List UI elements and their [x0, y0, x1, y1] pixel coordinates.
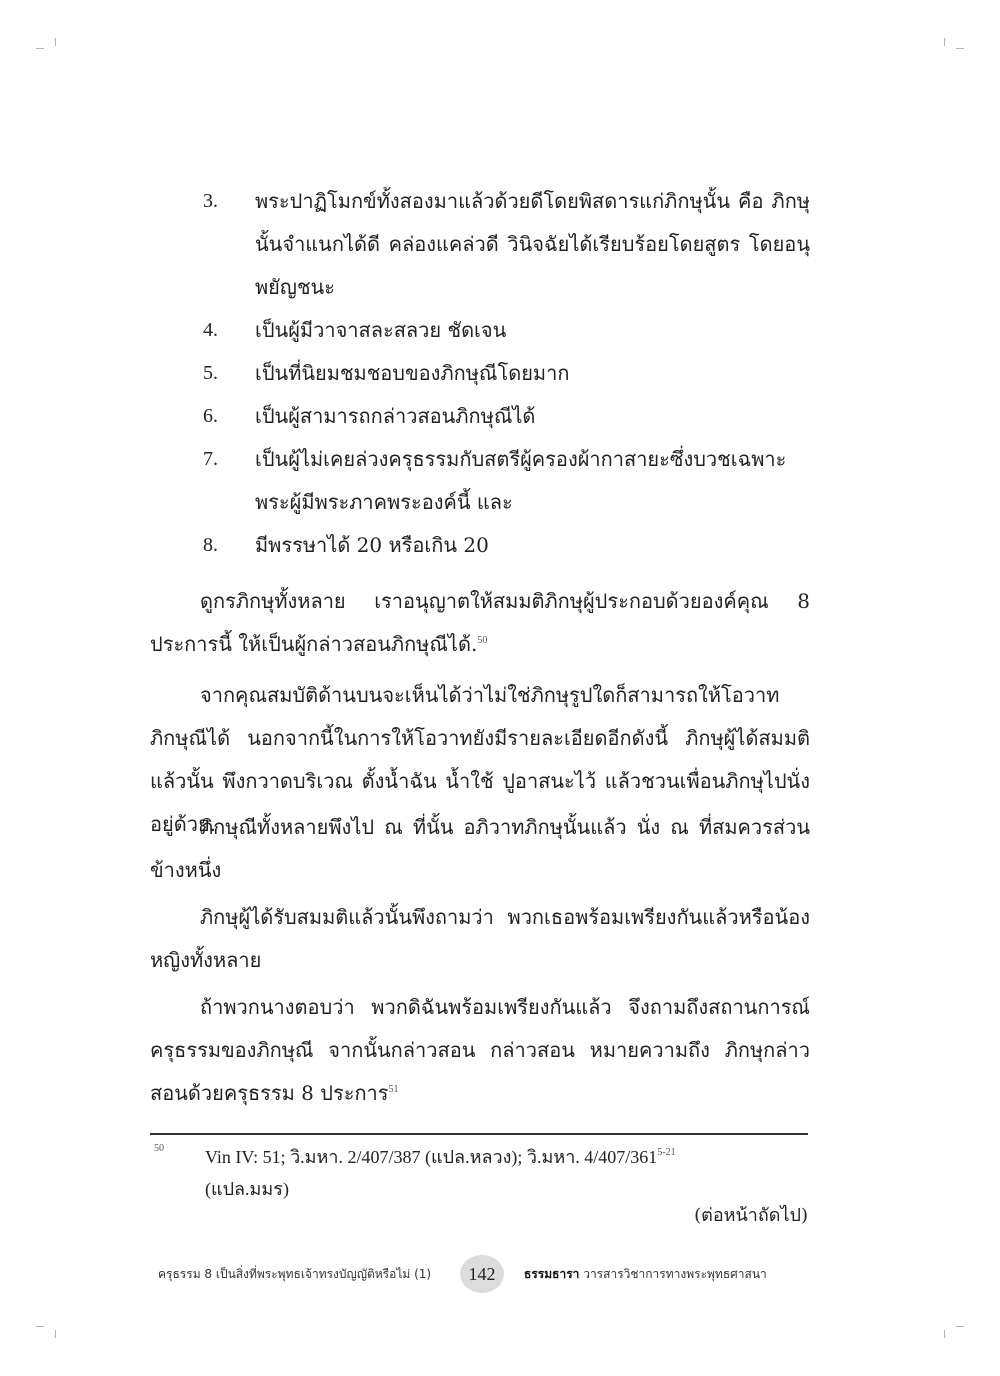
crop-mark: [944, 38, 945, 46]
list-item: [155, 438, 810, 524]
list-item: [155, 524, 810, 567]
page-number: 142: [460, 1255, 504, 1293]
list-item-text: เป็นที่นิยมชมชอบของภิกษุณีโดยมาก: [255, 361, 570, 385]
list-item-text: เป็นผู้มีวาจาสละสลวย ชัดเจน: [255, 318, 507, 342]
paragraph-text: ดูกรภิกษุทั้งหลาย เราอนุญาตให้สมมติภิกษุผู้ประกอบด้วยองค์คุณ 8 ประการนี้ ให้เป็นผู้กล่าวสอนภิกษุณีได้.: [150, 589, 810, 656]
list-item: [155, 309, 810, 352]
footer-journal: [524, 1265, 767, 1284]
list-item-number: 8.: [203, 534, 218, 556]
qualification-list: [155, 180, 810, 567]
list-item-text: มีพรรษาได้ 20 หรือเกิน 20: [255, 533, 489, 557]
page-footer: [0, 1255, 1000, 1295]
list-item: [155, 180, 810, 309]
footnote-rule: [150, 1133, 808, 1135]
list-item-number: 4.: [203, 319, 218, 341]
paragraph: [150, 896, 810, 982]
paragraph: [150, 580, 810, 666]
list-item-number: 7.: [203, 448, 218, 470]
journal-subtitle: วารสารวิชาการทางพระพุทธศาสนา: [583, 1267, 767, 1281]
footnote-text: Vin IV: 51; วิ.มหา. 2/407/387 (แปล.หลวง); วิ.มหา. 4/407/361: [205, 1147, 658, 1167]
crop-mark: [956, 1326, 964, 1327]
continued-note: (ต่อหน้าถัดไป): [694, 1205, 808, 1226]
crop-mark: [944, 1330, 945, 1338]
footnote-ref[interactable]: 51: [388, 1084, 399, 1095]
crop-mark: [55, 1330, 56, 1338]
list-item: [155, 352, 810, 395]
paragraph: [150, 806, 810, 892]
paragraph: [150, 986, 810, 1115]
footnote-text-continued: (แปล.มมร): [205, 1179, 289, 1199]
list-item-text: เป็นผู้สามารถกล่าวสอนภิกษุณีได้: [255, 404, 536, 428]
list-item-text: เป็นผู้ไม่เคยล่วงครุธรรมกับสตรีผู้ครองผ้ากาสายะซึ่งบวชเฉพาะพระผู้มีพระภาคพระองค์นี้ และ: [255, 447, 787, 514]
footnote-superscript: 5-21: [657, 1147, 676, 1158]
footnote-ref[interactable]: 50: [477, 635, 488, 646]
list-item: [155, 395, 810, 438]
crop-mark: [36, 48, 44, 49]
footnote: [150, 1141, 810, 1205]
list-item-number: 5.: [203, 362, 218, 384]
paragraph-text: ถ้าพวกนางตอบว่า พวกดิฉันพร้อมเพรียงกันแล้ว จึงถามถึงสถานการณ์ครุธรรมของภิกษุณี จากนั้นกล่าวสอน กล่าวสอน หมายความถึง ภิกษุกล่าวสอนด้วยครุธรรม 8 ประการ: [150, 995, 810, 1105]
paragraph-text: ภิกษุผู้ได้รับสมมติแล้วนั้นพึงถามว่า พวกเธอพร้อมเพรียงกันแล้วหรือน้องหญิงทั้งหลาย: [150, 905, 810, 972]
footnote-number: 50: [154, 1143, 164, 1154]
journal-name: ธรรมธารา: [524, 1267, 580, 1281]
footer-article-title: ครุธรรม 8 เป็นสิ่งที่พระพุทธเจ้าทรงบัญญัติหรือไม่ (1): [158, 1267, 432, 1281]
list-item-text: พระปาฏิโมกข์ทั้งสองมาแล้วด้วยดีโดยพิสดารแก่ภิกษุนั้น คือ ภิกษุนั้นจำแนกได้ดี คล่องแคล่วดี วินิจฉัยได้เรียบร้อยโดยสูตร โดยอนุพยัญชนะ: [255, 189, 810, 299]
list-item-number: 3.: [203, 190, 218, 212]
list-item-number: 6.: [203, 405, 218, 427]
crop-mark: [36, 1326, 44, 1327]
crop-mark: [55, 38, 56, 46]
paragraph-text: จากคุณสมบัติด้านบนจะเห็นได้ว่าไม่ใช่ภิกษุรูปใดก็สามารถให้โอวาทภิกษุณีได้ นอกจากนี้ในการให้โอวาทยังมีรายละเอียดอีกดังนี้ ภิกษุผู้ได้สมมติแล้วนั้น พึงกวาดบริเวณ ตั้งน้ำฉัน น้ำใช้ ปูอาสนะไว้ แล้วชวนเพื่อนภิกษุไปนั่งอยู่ด้วย.: [150, 683, 810, 836]
crop-mark: [956, 48, 964, 49]
paragraph-text: ภิกษุณีทั้งหลายพึงไป ณ ที่นั้น อภิวาทภิกษุนั้นแล้ว นั่ง ณ ที่สมควรส่วนข้างหนึ่ง: [150, 815, 810, 882]
